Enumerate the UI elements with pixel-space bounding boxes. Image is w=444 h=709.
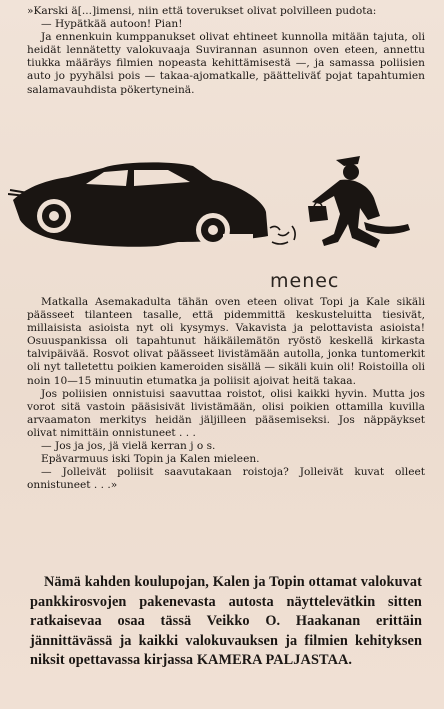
running-robber-drawing — [308, 156, 410, 248]
book-blurb — [30, 573, 422, 671]
blurb-text: Nämä kahden koulupojan, Kalen ja Topin ottamat valokuvat pankkirosvojen pakenevasta autosta näyttelevätkin sitten ratkaisevaa osaa tässä Veikko O. Haakanan erittäin jännittävässä ja kaikki valokuvauksen ja filmien kehityksen niksit opettavassa kirjassa KAMERA PALJASTAA. — [30, 574, 422, 668]
paragraph: Epävarmuus iski Topin ja Kalen mieleen. — [41, 453, 260, 466]
getaway-car-drawing — [8, 162, 268, 247]
illustrator-signature: menec — [270, 270, 340, 292]
paragraph: »Karski ä[...]imensi, niin että toverukset olivat polvilleen pudota: — [27, 5, 377, 17]
dialogue-line: — Jos ja jos, jä vielä kerran j o s. — [41, 440, 216, 453]
car-chase-illustration — [8, 150, 438, 290]
story-excerpt-middle — [27, 296, 425, 492]
motion-lines — [270, 226, 295, 244]
story-excerpt-top — [27, 5, 425, 97]
paragraph: — Hypätkää autoon! Pian! — [41, 18, 183, 31]
dialogue-line: — Jolleivät poliisit saavutakaan roistoja? Jolleivät kuvat olleet onnistuneet . . .» — [27, 466, 425, 492]
paragraph: Jos poliisien onnistuisi saavuttaa roistot, olisi kaikki hyvin. Mutta jos vorot sitä vastoin pääsisivät livistämään, olisi poikien ottamilla kuvilla arvaamaton merkitys heidän jäljilleen pääsemiseksi. Jos näppäykset olivat nimittäin onnistuneet . . . — [27, 387, 425, 439]
paragraph: Matkalla Asemakadulta tähän oven eteen olivat Topi ja Kale sikäli päässeet tilanteen tasalle, että pidemmittä keskusteluitta tiesivät, millaisista asioista nyt oli kysymys. Vakavista ja pelottavista asioista! Osuuspankissa oli tapahtunut häikäilemätön ryöstö keskellä kirkasta talvipäivää. Rosvot olivat päässeet livistämään autolla, jonka tuntomerkit oli nyt talletettu poikien kameroiden sisällä — sikäli kuin oli! Roistoilla oli noin 10—15 minuutin etumatka ja poliisit ajoivat heitä takaa. — [27, 296, 425, 387]
paragraph: Ja ennenkuin kumppanukset olivat ehtineet kunnolla mitään tajuta, oli heidät lennätetty valokuvaaja Suvirannan asunnon oven eteen, annettu tiukka määräys filmien nopeasta kehittämisestä —, ja samassa poliisien auto jo pyyhälsi pois — takaa-ajomatkalle, päätteliväť pojat tapahtumien salamavauhdista pökertyneinä. — [27, 31, 425, 96]
